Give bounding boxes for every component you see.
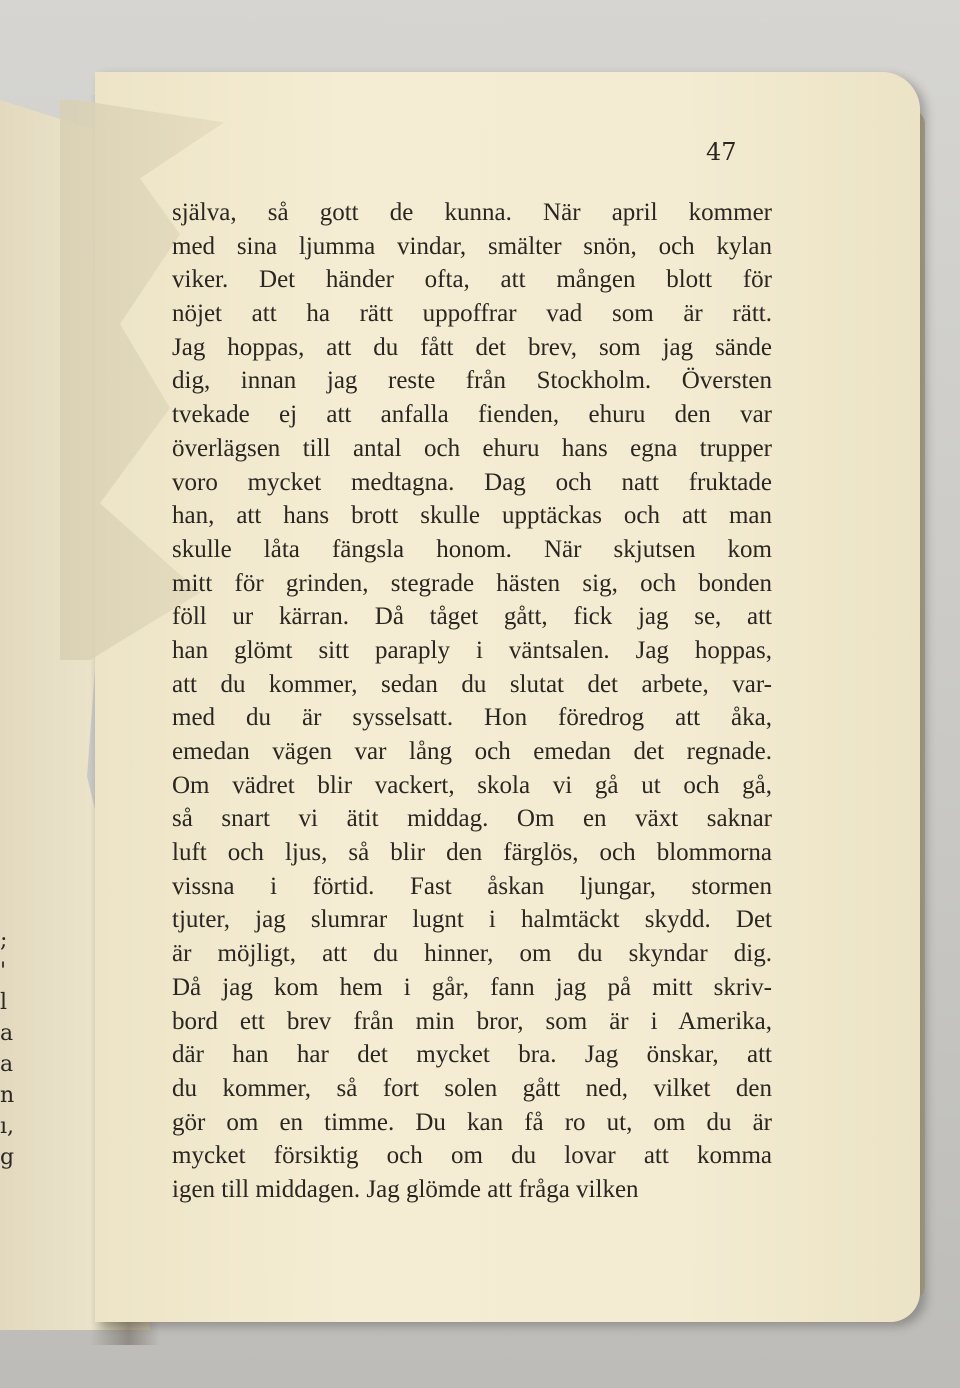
- left-page-margin-fragments: [0, 925, 20, 1173]
- margin-fragment: a: [0, 1021, 14, 1046]
- text-line: luft och ljus, så blir den färglös, och blommorna: [172, 839, 772, 867]
- text-line: viker. Det händer ofta, att mången blott för: [172, 266, 772, 294]
- text-line: är möjligt, att du hinner, om du skyndar dig.: [172, 940, 772, 968]
- text-line: nöjet att ha rätt uppoffrar vad som är rätt.: [172, 300, 772, 328]
- margin-fragment: ': [0, 959, 7, 984]
- margin-fragment: n: [0, 1083, 15, 1108]
- margin-fragment: a: [0, 1052, 14, 1077]
- text-line: mycket försiktig och om du lovar att komma: [172, 1142, 772, 1170]
- text-line: han glömt sitt paraply i väntsalen. Jag hoppas,: [172, 636, 772, 664]
- text-line: han, att hans brott skulle upptäckas och att man: [172, 502, 772, 530]
- text-line: mitt för grinden, stegrade hästen sig, och bonden: [172, 569, 772, 597]
- text-line: bord ett brev från min bror, som är i Amerika,: [172, 1007, 772, 1035]
- text-line: att du kommer, sedan du slutat det arbete, var-: [172, 670, 772, 698]
- text-line: voro mycket medtagna. Dag och natt fruktade: [172, 468, 772, 496]
- page-number: 47: [706, 138, 737, 166]
- text-line: tjuter, jag slumrar lugnt i halmtäckt skydd. Det: [172, 906, 772, 934]
- margin-fragment: ı,: [0, 1114, 15, 1139]
- text-line: föll ur kärran. Då tåget gått, fick jag se, att: [172, 603, 772, 631]
- text-line: där han har det mycket bra. Jag önskar, att: [172, 1041, 772, 1069]
- text-line: gör om en timme. Du kan få ro ut, om du är: [172, 1108, 772, 1136]
- text-line: Då jag kom hem i går, fann jag på mitt skriv-: [172, 973, 772, 1001]
- text-line: så snart vi ätit middag. Om en växt saknar: [172, 805, 772, 833]
- text-line: igen till middagen. Jag glömde att fråga vilken: [172, 1175, 639, 1203]
- text-line: du kommer, så fort solen gått ned, vilket den: [172, 1074, 772, 1102]
- text-line: dig, innan jag reste från Stockholm. Översten: [172, 367, 772, 395]
- text-line: med sina ljumma vindar, smälter snön, och kylan: [172, 232, 772, 260]
- margin-fragment: g: [0, 1145, 15, 1170]
- text-line: med du är sysselsatt. Hon föredrog att åka,: [172, 704, 772, 732]
- margin-fragment: ;: [0, 928, 8, 953]
- text-line: skulle låta fängsla honom. När skjutsen kom: [172, 535, 772, 563]
- page-text: [172, 196, 772, 1207]
- text-line: Jag hoppas, att du fått det brev, som jag sände: [172, 333, 772, 361]
- margin-fragment: l: [0, 990, 8, 1015]
- text-line: vissna i förtid. Fast åskan ljungar, stormen: [172, 872, 772, 900]
- text-line: överlägsen till antal och ehuru hans egna trupper: [172, 434, 772, 462]
- text-line: själva, så gott de kunna. När april kommer: [172, 199, 772, 226]
- text-line: emedan vägen var lång och emedan det regnade.: [172, 738, 772, 765]
- text-line: tvekade ej att anfalla fienden, ehuru den var: [172, 401, 772, 429]
- text-line: Om vädret blir vackert, skola vi gå ut och gå,: [172, 771, 772, 799]
